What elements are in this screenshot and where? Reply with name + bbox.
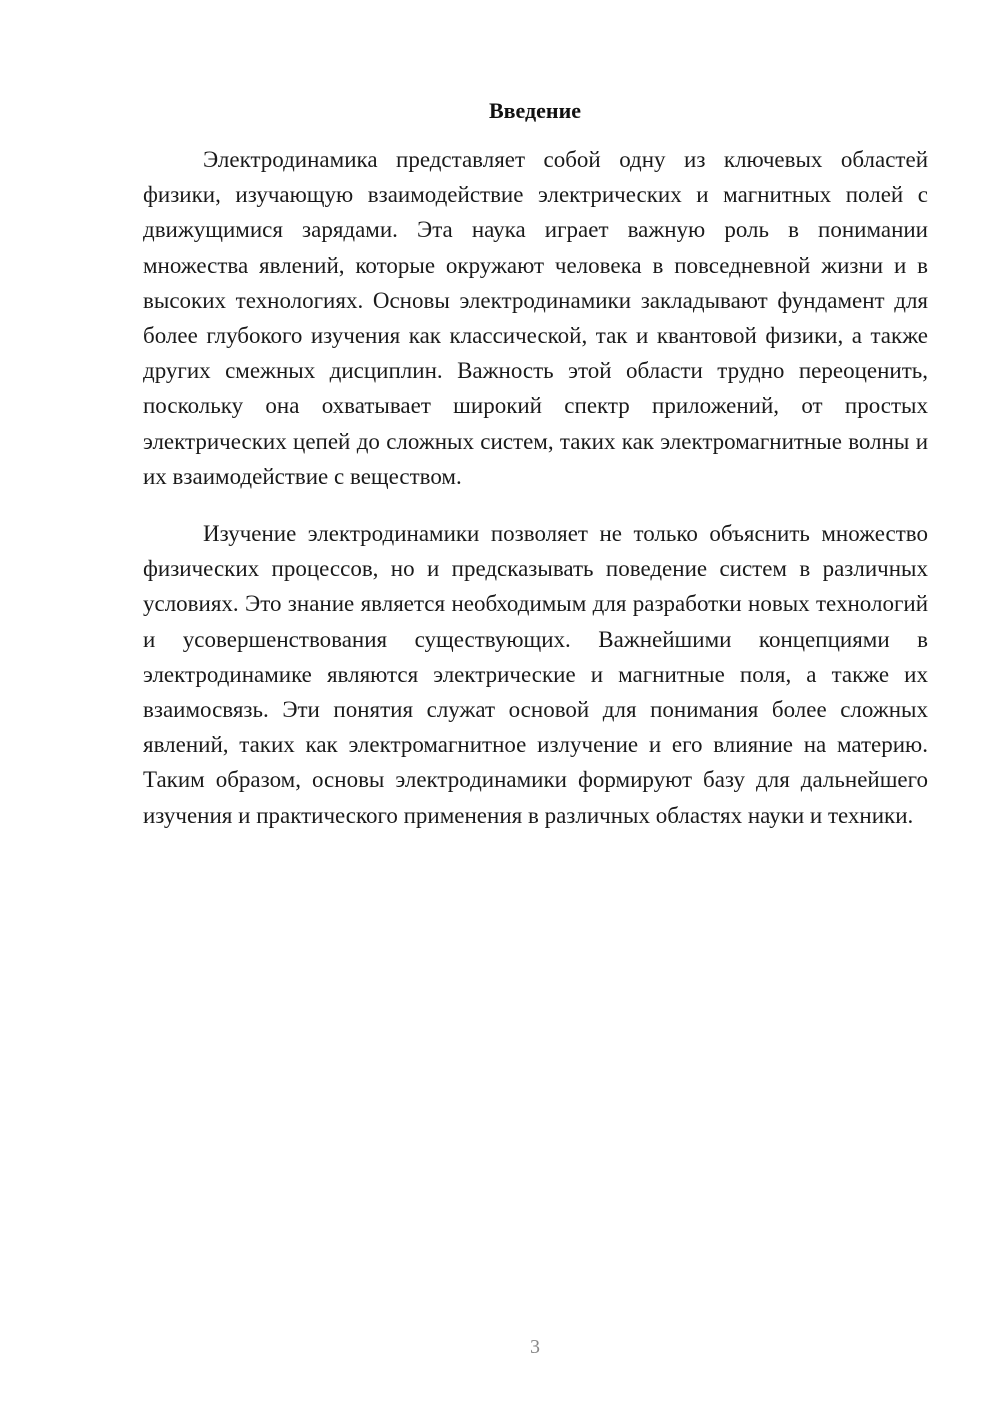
paragraph-1: Электродинамика представляет собой одну из ключевых областей физики, изучающую взаимодействие электрических и магнитных полей с движущимися зарядами. Эта наука играет важную роль в понимании множества явлений, которые окружают человека в повседневной жизни и в высоких технологиях. Основы электродинамики закладывают фундамент для более глубокого изучения как классической, так и квантовой физики, а также других смежных дисциплин. Важность этой области трудно переоценить, поскольку она охватывает широкий спектр приложений, от простых электрических цепей до сложных систем, таких как электромагнитные волны и их взаимодействие с веществом. bbox=[143, 147, 928, 489]
page-number: 3 bbox=[530, 1336, 540, 1358]
section-heading: Введение bbox=[488, 98, 582, 123]
body-text bbox=[143, 142, 928, 855]
paragraph-2: Изучение электродинамики позволяет не только объяснить множество физических процессов, но и предсказывать поведение систем в различных условиях. Это знание является необходимым для разработки новых технологий и усовершенствования существующих. Важнейшими концепциями в электродинамике являются электрические и магнитные поля, а также их взаимосвязь. Эти понятия служат основой для понимания более сложных явлений, таких как электромагнитное излучение и его влияние на материю. Таким образом, основы электродинамики формируют базу для дальнейшего изучения и практического применения в различных областях науки и техники. bbox=[143, 521, 928, 828]
